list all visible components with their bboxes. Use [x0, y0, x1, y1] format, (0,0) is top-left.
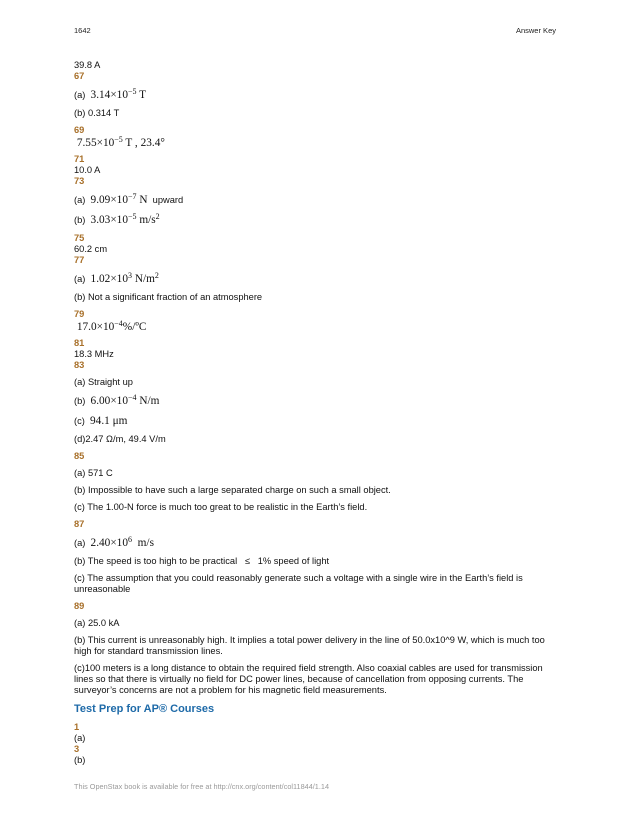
- part-label: (a): [74, 90, 86, 100]
- problem-number: 89: [74, 601, 85, 611]
- problem-number: 75: [74, 233, 85, 243]
- answer-list: [74, 60, 558, 766]
- problem-number: 67: [74, 71, 85, 81]
- page-number: 1642: [74, 26, 91, 35]
- problem-number: 79: [74, 309, 85, 319]
- math-expression: $7.55\times 10^{-5}$ T , 23.4°: [76, 135, 165, 149]
- problem-number: 3: [74, 744, 80, 754]
- math-expression: $9.09\times 10^{-7}$ N: [90, 192, 148, 206]
- part-label: (a): [74, 538, 86, 548]
- part-label: (b): [74, 215, 86, 225]
- answer-text: (b): [74, 755, 86, 765]
- section-heading: Test Prep for AP® Courses: [74, 703, 215, 715]
- math-expression: 94.1 μm: [90, 415, 128, 427]
- math-expression: $17.0\times 10^{-4}\%/ºC$: [76, 319, 147, 333]
- part-label: (a): [74, 195, 86, 205]
- problem-number: 85: [74, 451, 85, 461]
- problem-number: 77: [74, 255, 85, 265]
- answer-equation: [74, 193, 558, 207]
- answer-equation: [74, 272, 558, 286]
- answer-equation: [74, 213, 558, 227]
- answer-text: (b) This current is unreasonably high. It implies a total power delivery in the line of 50.0x10^9 W, which is much too high for standard transmission lines.: [74, 635, 545, 656]
- part-label: (a): [74, 274, 86, 284]
- answer-text: 60.2 cm: [74, 244, 108, 254]
- math-expression: $3.03\times 10^{-5}$ $m/s^2$: [90, 212, 160, 226]
- answer-text: (c) The assumption that you could reasonably generate such a voltage with a single wire in the Earth’s field is unreasonable: [74, 573, 523, 594]
- answer-text: 39.8 A: [74, 60, 101, 70]
- problem-number: 87: [74, 519, 85, 529]
- answer-text: (b) Not a significant fraction of an atmosphere: [74, 292, 263, 302]
- answer-equation: [74, 536, 558, 550]
- answer-text: (b) The speed is too high to be practical ≤ 1% speed of light: [74, 556, 330, 566]
- less-equal-symbol: ≤: [244, 556, 250, 566]
- math-expression: $2.40\times 10^6$ m/s: [90, 535, 154, 549]
- math-expression: $1.02\times 10^3$ $N/m^2$: [90, 271, 159, 285]
- answer-text: (a): [74, 733, 86, 743]
- problem-number: 81: [74, 338, 85, 348]
- answer-equation: [74, 136, 558, 150]
- answer-text: (a) Straight up: [74, 377, 133, 387]
- answer-direction: upward: [152, 195, 184, 205]
- running-header-title: Answer Key: [515, 26, 556, 35]
- answer-equation: [74, 88, 558, 102]
- math-expression: $6.00\times 10^{-4}$ N/m: [90, 393, 160, 407]
- footer-note: This OpenStax book is available for free at http://cnx.org/content/col11844/1.14: [74, 782, 330, 791]
- answer-text: (b) Impossible to have such a large separated charge on such a small object.: [74, 485, 391, 495]
- answer-equation: [74, 394, 558, 408]
- answer-equation: [74, 414, 558, 428]
- answer-text: (b) 0.314 T: [74, 108, 120, 118]
- problem-number: 83: [74, 360, 85, 370]
- problem-number: 71: [74, 154, 85, 164]
- problem-number: 69: [74, 125, 85, 135]
- answer-text: (d)2.47 Ω/m, 49.4 V/m: [74, 434, 166, 444]
- problem-number: 73: [74, 176, 85, 186]
- answer-text: (c) The 1.00-N force is much too great to be realistic in the Earth’s field.: [74, 502, 368, 512]
- answer-equation: [74, 320, 558, 334]
- answer-text: (a) 25.0 kA: [74, 618, 120, 628]
- answer-text: 18.3 MHz: [74, 349, 114, 359]
- part-label: (b): [74, 396, 86, 406]
- problem-number: 1: [74, 722, 80, 732]
- answer-text: (a) 571 C: [74, 468, 113, 478]
- math-expression: $3.14\times 10^{-5}$ T: [90, 87, 147, 101]
- part-label: (c): [74, 416, 85, 426]
- answer-text: (c)100 meters is a long distance to obtain the required field strength. Also coaxial cables are used for transmission lines so that there is virtually no field for DC power lines, because of cancellation from opposing currents. The surveyor’s concerns are not a problem for his magnetic field measurements.: [74, 663, 543, 695]
- answer-text: 10.0 A: [74, 165, 101, 175]
